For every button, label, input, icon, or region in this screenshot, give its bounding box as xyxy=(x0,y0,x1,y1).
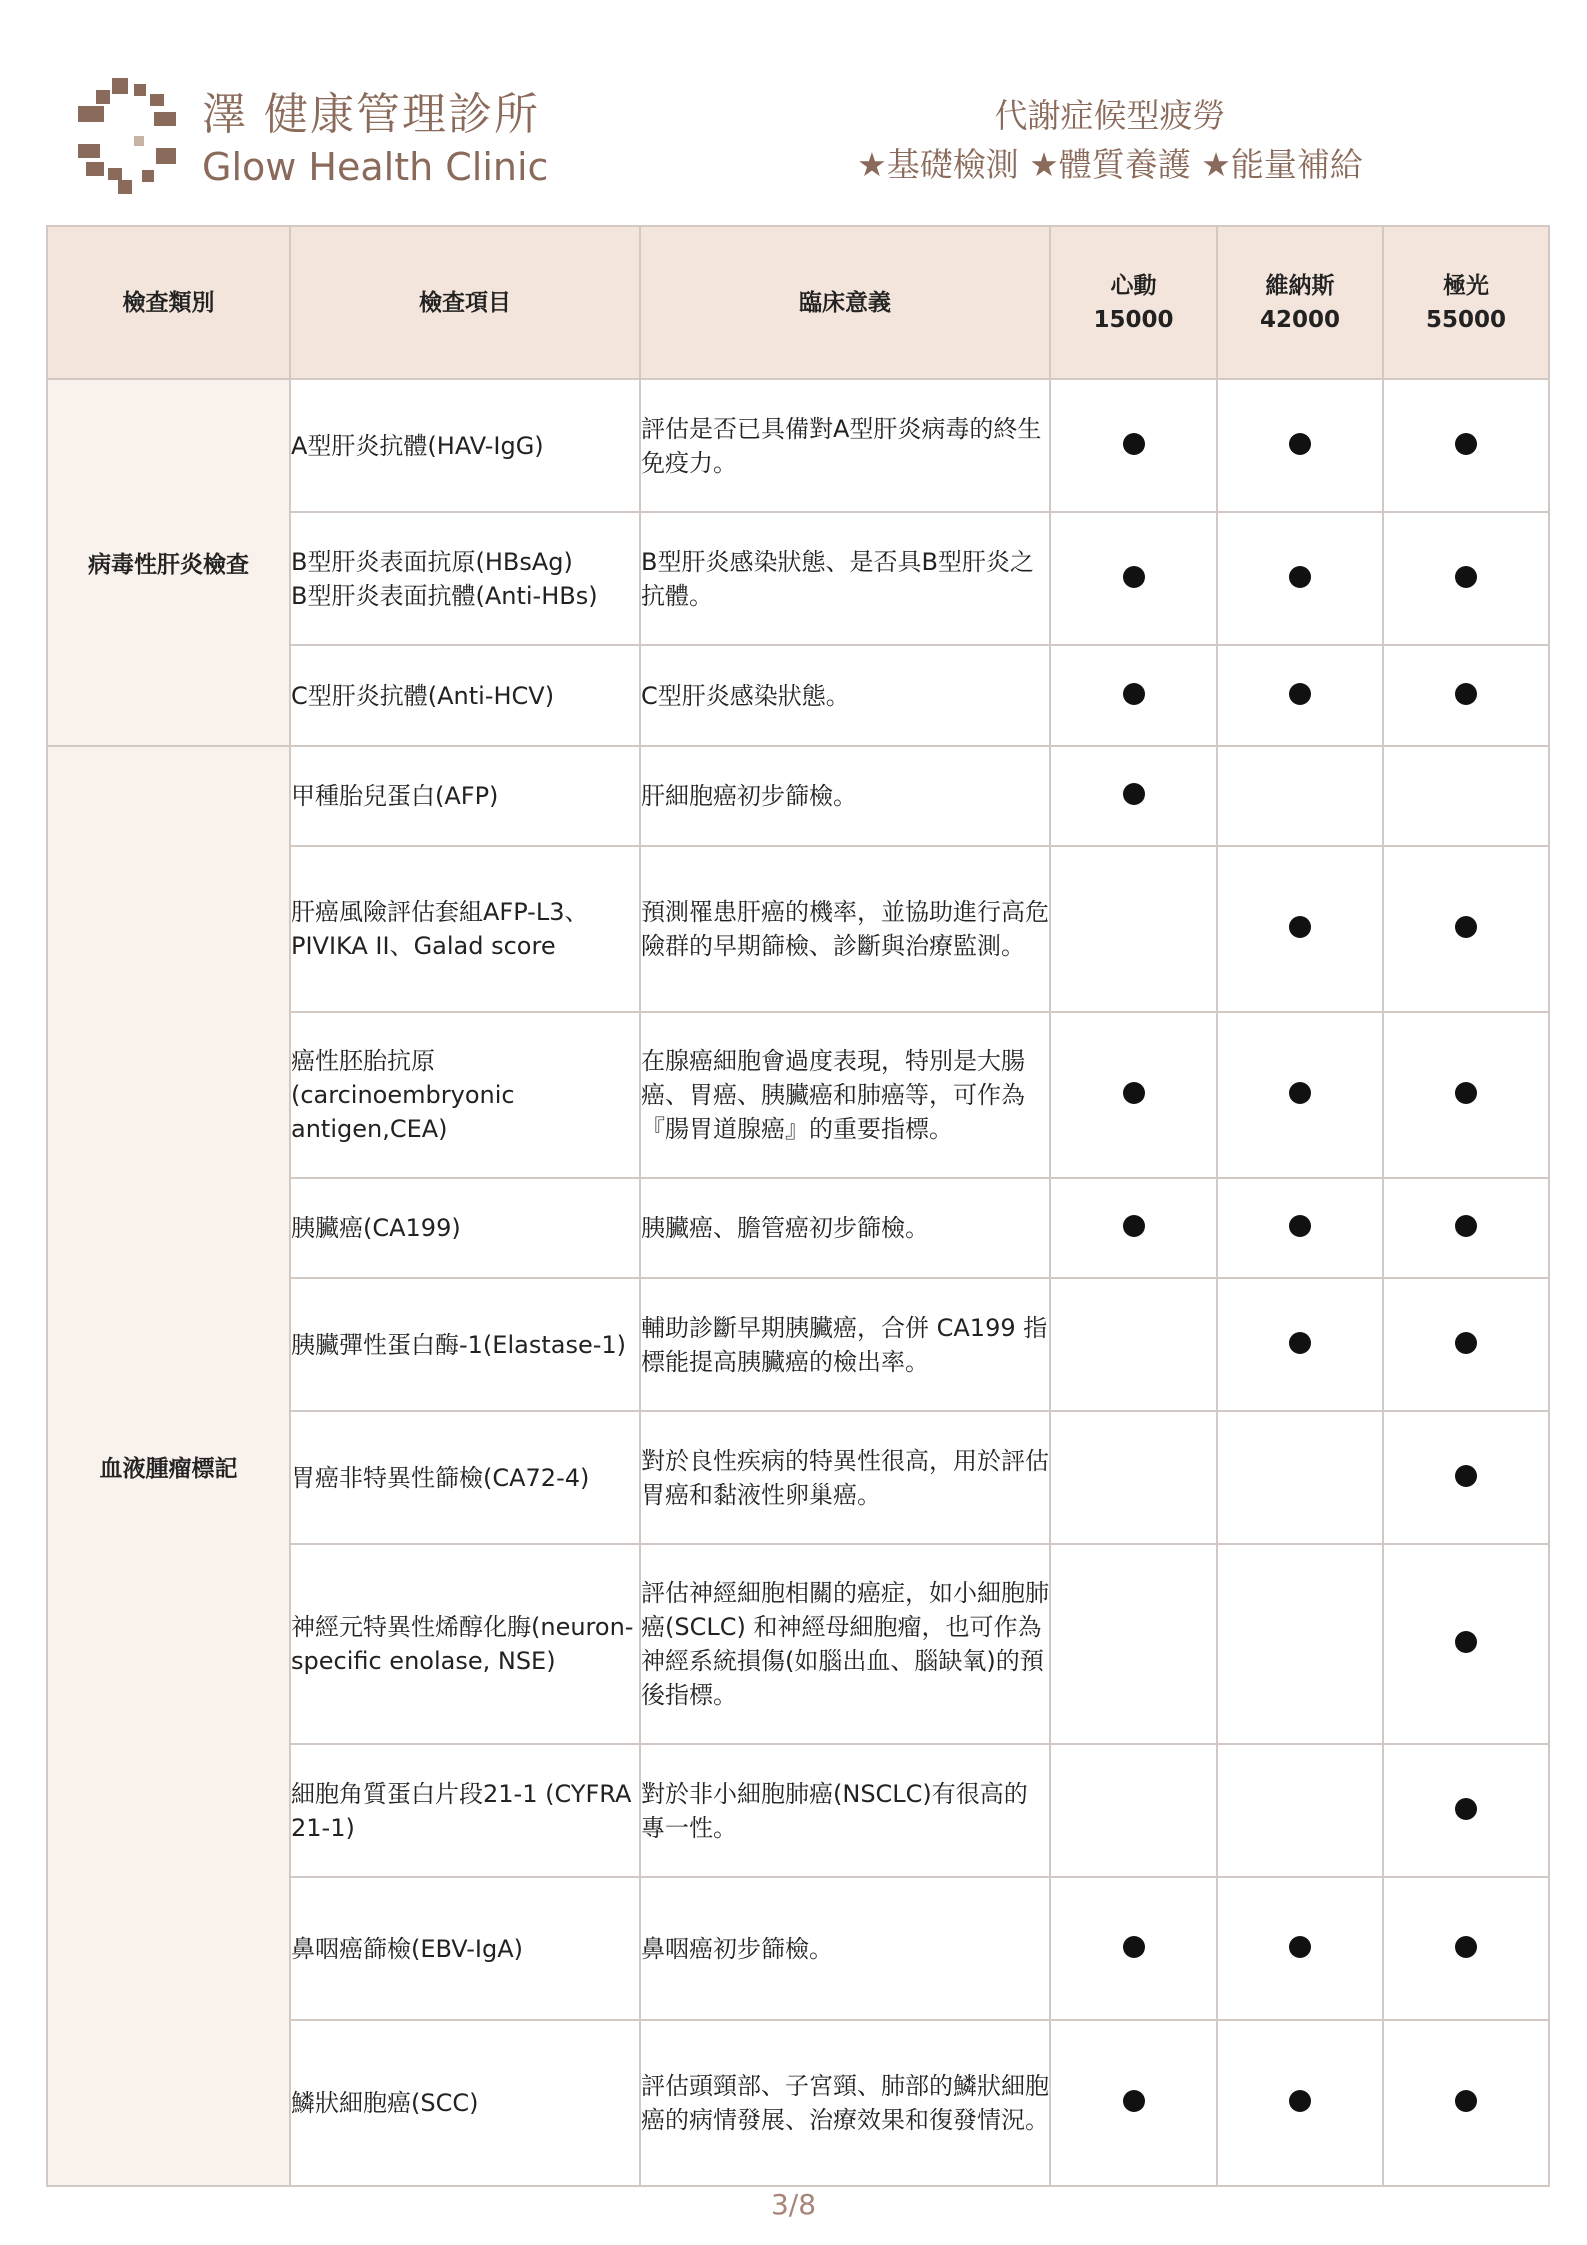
test-items-table xyxy=(46,225,1550,2187)
included-dot-icon xyxy=(1289,1936,1311,1958)
test-item-cell: 肝癌風險評估套組AFP-L3、PIVIKA II、Galad score xyxy=(290,846,640,1012)
clinical-meaning-cell: C型肝炎感染狀態。 xyxy=(640,645,1050,746)
plan-0-mark-cell xyxy=(1050,1411,1217,1544)
clinical-meaning-cell: 肝細胞癌初步篩檢。 xyxy=(640,746,1050,846)
included-dot-icon xyxy=(1289,1215,1311,1237)
plan-name: 維納斯 xyxy=(1265,272,1335,299)
included-dot-icon xyxy=(1289,433,1311,455)
plan-1-mark-cell xyxy=(1217,2020,1383,2186)
plan-1-mark-cell xyxy=(1217,512,1383,645)
test-item-cell: 甲種胎兒蛋白(AFP) xyxy=(290,746,640,846)
clinical-meaning-cell: 對於非小細胞肺癌(NSCLC)有很高的專一性。 xyxy=(640,1744,1050,1877)
plan-2-mark-cell xyxy=(1383,2020,1549,2186)
test-item-cell: 細胞角質蛋白片段21-1 (CYFRA 21-1) xyxy=(290,1744,640,1877)
clinical-meaning-cell: 評估神經細胞相關的癌症，如小細胞肺癌(SCLC) 和神經母細胞瘤，也可作為神經系統損傷(如腦出血、腦缺氧)的預後指標。 xyxy=(640,1544,1050,1744)
plan-0-mark-cell xyxy=(1050,1278,1217,1411)
clinical-meaning-cell: 鼻咽癌初步篩檢。 xyxy=(640,1877,1050,2020)
plan-0-mark-cell xyxy=(1050,1744,1217,1877)
plan-2-mark-cell xyxy=(1383,746,1549,846)
clinical-meaning-cell: 評估頭頸部、子宮頸、肺部的鱗狀細胞癌的病情發展、治療效果和復發情況。 xyxy=(640,2020,1050,2186)
headline-subtitle: ★基礎檢測 ★體質養護 ★能量補給 xyxy=(857,145,1363,184)
clinical-meaning-cell: 胰臟癌、膽管癌初步篩檢。 xyxy=(640,1178,1050,1278)
included-dot-icon xyxy=(1123,1215,1145,1237)
header-plan xyxy=(1050,226,1217,379)
plan-2-mark-cell xyxy=(1383,846,1549,1012)
clinical-meaning-cell: 評估是否已具備對A型肝炎病毒的終生免疫力。 xyxy=(640,379,1050,512)
included-dot-icon xyxy=(1289,2090,1311,2112)
plan-1-mark-cell xyxy=(1217,1012,1383,1178)
plan-price: 42000 xyxy=(1259,306,1341,333)
headline-title: 代謝症候型疲勞 xyxy=(994,96,1226,135)
table-header-row xyxy=(47,226,1549,379)
plan-0-mark-cell xyxy=(1050,1012,1217,1178)
included-dot-icon xyxy=(1455,1215,1477,1237)
plan-2-mark-cell xyxy=(1383,1178,1549,1278)
included-dot-icon xyxy=(1455,1936,1477,1958)
plan-1-mark-cell xyxy=(1217,1744,1383,1877)
brand xyxy=(202,88,548,190)
plan-name: 心動 xyxy=(1110,272,1157,299)
included-dot-icon xyxy=(1455,433,1477,455)
plan-1-mark-cell xyxy=(1217,1178,1383,1278)
test-item-cell: B型肝炎表面抗原(HBsAg) B型肝炎表面抗體(Anti-HBs) xyxy=(290,512,640,645)
header-plan xyxy=(1383,226,1549,379)
included-dot-icon xyxy=(1123,433,1145,455)
plan-0-mark-cell xyxy=(1050,645,1217,746)
included-dot-icon xyxy=(1123,1082,1145,1104)
table-row xyxy=(47,379,1549,512)
included-dot-icon xyxy=(1289,683,1311,705)
included-dot-icon xyxy=(1289,1082,1311,1104)
included-dot-icon xyxy=(1123,783,1145,805)
plan-0-mark-cell xyxy=(1050,1544,1217,1744)
brand-name-en: Glow Health Clinic xyxy=(202,145,549,189)
plan-0-mark-cell xyxy=(1050,2020,1217,2186)
test-item-cell: C型肝炎抗體(Anti-HCV) xyxy=(290,645,640,746)
plan-1-mark-cell xyxy=(1217,1877,1383,2020)
plan-2-mark-cell xyxy=(1383,379,1549,512)
included-dot-icon xyxy=(1123,566,1145,588)
plan-2-mark-cell xyxy=(1383,645,1549,746)
page-headline xyxy=(830,92,1390,190)
plan-1-mark-cell xyxy=(1217,1544,1383,1744)
included-dot-icon xyxy=(1455,566,1477,588)
plan-1-mark-cell xyxy=(1217,645,1383,746)
test-item-cell: 鱗狀細胞癌(SCC) xyxy=(290,2020,640,2186)
included-dot-icon xyxy=(1289,916,1311,938)
clinic-logo xyxy=(76,78,184,194)
plan-name: 極光 xyxy=(1443,272,1489,299)
clinical-meaning-cell: B型肝炎感染狀態、是否具B型肝炎之抗體。 xyxy=(640,512,1050,645)
plan-1-mark-cell xyxy=(1217,1278,1383,1411)
included-dot-icon xyxy=(1123,2090,1145,2112)
header-item: 檢查項目 xyxy=(290,226,640,379)
category-cell: 血液腫瘤標記 xyxy=(47,746,290,2186)
clinical-meaning-cell: 預測罹患肝癌的機率，並協助進行高危險群的早期篩檢、診斷與治療監測。 xyxy=(640,846,1050,1012)
included-dot-icon xyxy=(1455,916,1477,938)
test-item-cell: 胰臟癌(CA199) xyxy=(290,1178,640,1278)
clinical-meaning-cell: 在腺癌細胞會過度表現，特別是大腸癌、胃癌、胰臟癌和肺癌等，可作為『腸胃道腺癌』的重要指標。 xyxy=(640,1012,1050,1178)
test-item-cell: 胰臟彈性蛋白酶-1(Elastase-1) xyxy=(290,1278,640,1411)
header-category: 檢查類別 xyxy=(47,226,290,379)
plan-2-mark-cell xyxy=(1383,512,1549,645)
test-item-cell: A型肝炎抗體(HAV-IgG) xyxy=(290,379,640,512)
plan-0-mark-cell xyxy=(1050,746,1217,846)
plan-1-mark-cell xyxy=(1217,846,1383,1012)
plan-1-mark-cell xyxy=(1217,379,1383,512)
included-dot-icon xyxy=(1123,1936,1145,1958)
included-dot-icon xyxy=(1289,1332,1311,1354)
plan-2-mark-cell xyxy=(1383,1278,1549,1411)
plan-2-mark-cell xyxy=(1383,1411,1549,1544)
included-dot-icon xyxy=(1455,1631,1477,1653)
plan-2-mark-cell xyxy=(1383,1544,1549,1744)
included-dot-icon xyxy=(1455,2090,1477,2112)
plan-0-mark-cell xyxy=(1050,1877,1217,2020)
test-item-cell: 癌性胚胎抗原(carcinoembryonic antigen,CEA) xyxy=(290,1012,640,1178)
clinical-meaning-cell: 輔助診斷早期胰臟癌，合併 CA199 指標能提高胰臟癌的檢出率。 xyxy=(640,1278,1050,1411)
plan-0-mark-cell xyxy=(1050,846,1217,1012)
plan-2-mark-cell xyxy=(1383,1877,1549,2020)
included-dot-icon xyxy=(1455,1465,1477,1487)
plan-2-mark-cell xyxy=(1383,1744,1549,1877)
included-dot-icon xyxy=(1289,566,1311,588)
plan-0-mark-cell xyxy=(1050,1178,1217,1278)
category-cell: 病毒性肝炎檢查 xyxy=(47,379,290,746)
plan-1-mark-cell xyxy=(1217,746,1383,846)
included-dot-icon xyxy=(1123,683,1145,705)
test-item-cell: 神經元特異性烯醇化脢(neuron-specific enolase, NSE) xyxy=(290,1544,640,1744)
test-item-cell: 胃癌非特異性篩檢(CA72-4) xyxy=(290,1411,640,1544)
header-plan xyxy=(1217,226,1383,379)
brand-name-zh: 澤 健康管理診所 xyxy=(202,89,540,140)
test-item-cell: 鼻咽癌篩檢(EBV-IgA) xyxy=(290,1877,640,2020)
plan-price: 15000 xyxy=(1093,306,1174,333)
table-row xyxy=(47,746,1549,846)
included-dot-icon xyxy=(1455,1332,1477,1354)
plan-0-mark-cell xyxy=(1050,512,1217,645)
plan-1-mark-cell xyxy=(1217,1411,1383,1544)
plan-0-mark-cell xyxy=(1050,379,1217,512)
included-dot-icon xyxy=(1455,1798,1477,1820)
plan-2-mark-cell xyxy=(1383,1012,1549,1178)
clinical-meaning-cell: 對於良性疾病的特異性很高，用於評估胃癌和黏液性卵巢癌。 xyxy=(640,1411,1050,1544)
plan-price: 55000 xyxy=(1425,306,1507,333)
included-dot-icon xyxy=(1455,683,1477,705)
page-number: 3/8 xyxy=(770,2188,817,2221)
included-dot-icon xyxy=(1455,1082,1477,1104)
header-meaning: 臨床意義 xyxy=(640,226,1050,379)
